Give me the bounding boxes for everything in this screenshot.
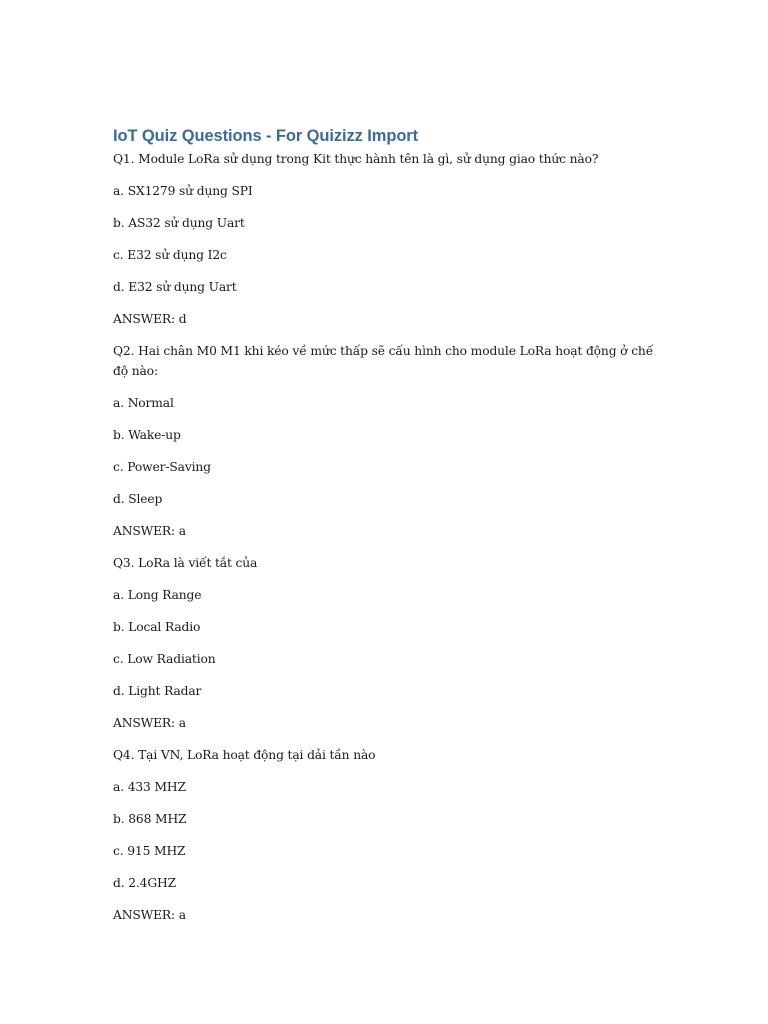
- option-d: d. Sleep: [113, 492, 163, 506]
- question-block-3: [113, 553, 661, 733]
- option-b: b. 868 MHZ: [113, 812, 187, 826]
- option-b: b. Wake-up: [113, 428, 181, 442]
- answer-text: ANSWER: d: [113, 312, 187, 326]
- document-content: [113, 125, 661, 937]
- question-block-1: [113, 149, 661, 329]
- question-block-2: [113, 341, 661, 541]
- option-c: c. Low Radiation: [113, 652, 216, 666]
- option-d: d. 2.4GHZ: [113, 876, 176, 890]
- option-c: c. Power-Saving: [113, 460, 211, 474]
- question-text: Q4. Tại VN, LoRa hoạt động tại dải tần nào: [113, 748, 376, 762]
- answer-text: ANSWER: a: [113, 908, 186, 922]
- option-a: a. 433 MHZ: [113, 780, 186, 794]
- option-b: b. Local Radio: [113, 620, 201, 634]
- option-a: a. Normal: [113, 396, 174, 410]
- option-d: d. E32 sử dụng Uart: [113, 280, 237, 294]
- option-c: c. 915 MHZ: [113, 844, 186, 858]
- option-d: d. Light Radar: [113, 684, 202, 698]
- answer-text: ANSWER: a: [113, 524, 186, 538]
- question-text: Q3. LoRa là viết tắt của: [113, 556, 258, 570]
- option-b: b. AS32 sử dụng Uart: [113, 216, 245, 230]
- question-block-4: [113, 745, 661, 925]
- question-text: Q1. Module LoRa sử dụng trong Kit thực hành tên là gì, sử dụng giao thức nào?: [113, 152, 599, 166]
- document-title: IoT Quiz Questions - For Quizizz Import: [113, 127, 419, 145]
- question-text: Q2. Hai chân M0 M1 khi kéo về mức thấp sẽ cấu hình cho module LoRa hoạt động ở chế độ nào:: [113, 344, 654, 378]
- option-a: a. SX1279 sử dụng SPI: [113, 184, 253, 198]
- option-a: a. Long Range: [113, 588, 202, 602]
- answer-text: ANSWER: a: [113, 716, 186, 730]
- option-c: c. E32 sử dụng I2c: [113, 248, 227, 262]
